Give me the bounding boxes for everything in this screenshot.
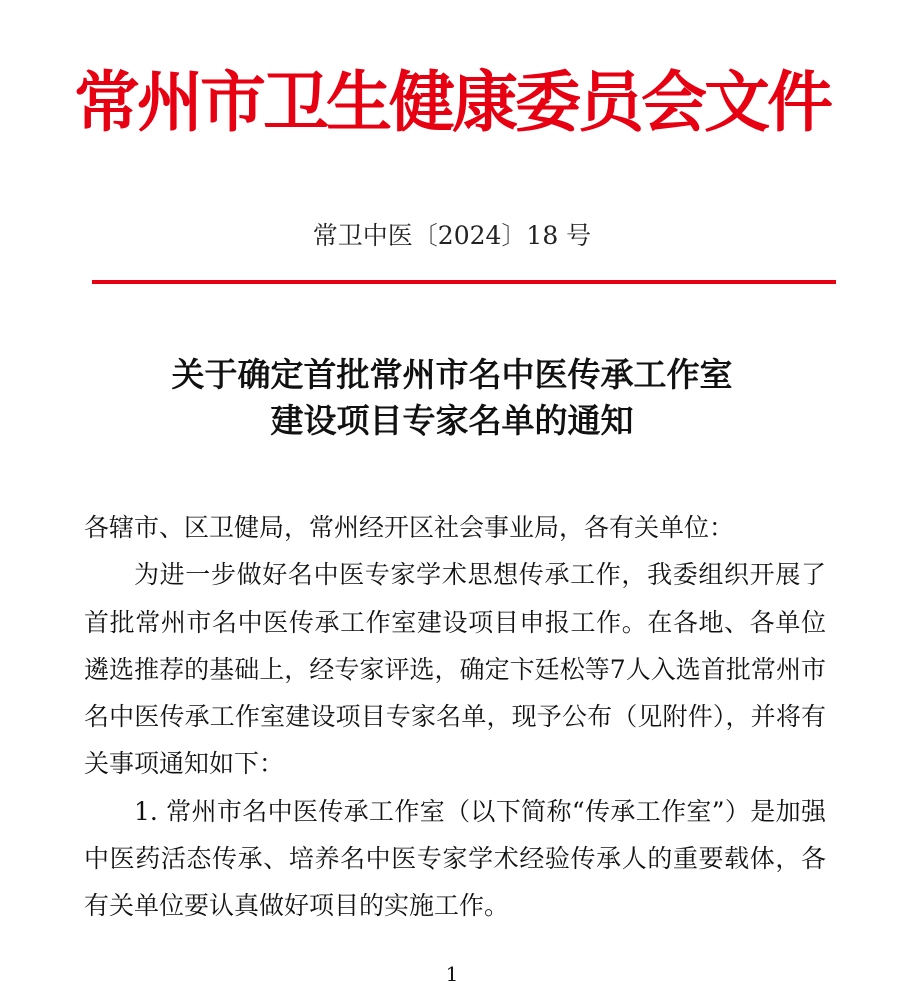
notice-title — [0, 352, 904, 444]
body-paragraph-2: 1. 常州市名中医传承工作室（以下简称“传承工作室”）是加强中医药活态传承、培养名中医专家学术经验传承人的重要载体，各有关单位要认真做好项目的实施工作。 — [84, 796, 826, 921]
red-divider-line — [92, 280, 836, 284]
document-number: 常卫中医〔2024〕18 号 — [312, 221, 592, 250]
document-header-title: 常州市卫生健康委员会文件 — [74, 63, 830, 141]
notice-title-line-1: 关于确定首批常州市名中医传承工作室 — [171, 355, 733, 394]
page-number: 1 — [445, 962, 459, 986]
notice-title-line-2: 建设项目专家名单的通知 — [270, 401, 634, 440]
notice-body — [84, 504, 826, 930]
body-paragraph-1: 为进一步做好名中医专家学术思想传承工作，我委组织开展了首批常州市名中医传承工作室建设项目申报工作。在各地、各单位遴选推荐的基础上，经专家评选，确定卞廷松等7人入选首批常州市名中医传承工作室建设项目专家名单，现予公布（见附件），并将有关事项通知如下： — [84, 560, 826, 779]
salutation: 各辖市、区卫健局，常州经开区社会事业局，各有关单位： — [84, 513, 735, 542]
